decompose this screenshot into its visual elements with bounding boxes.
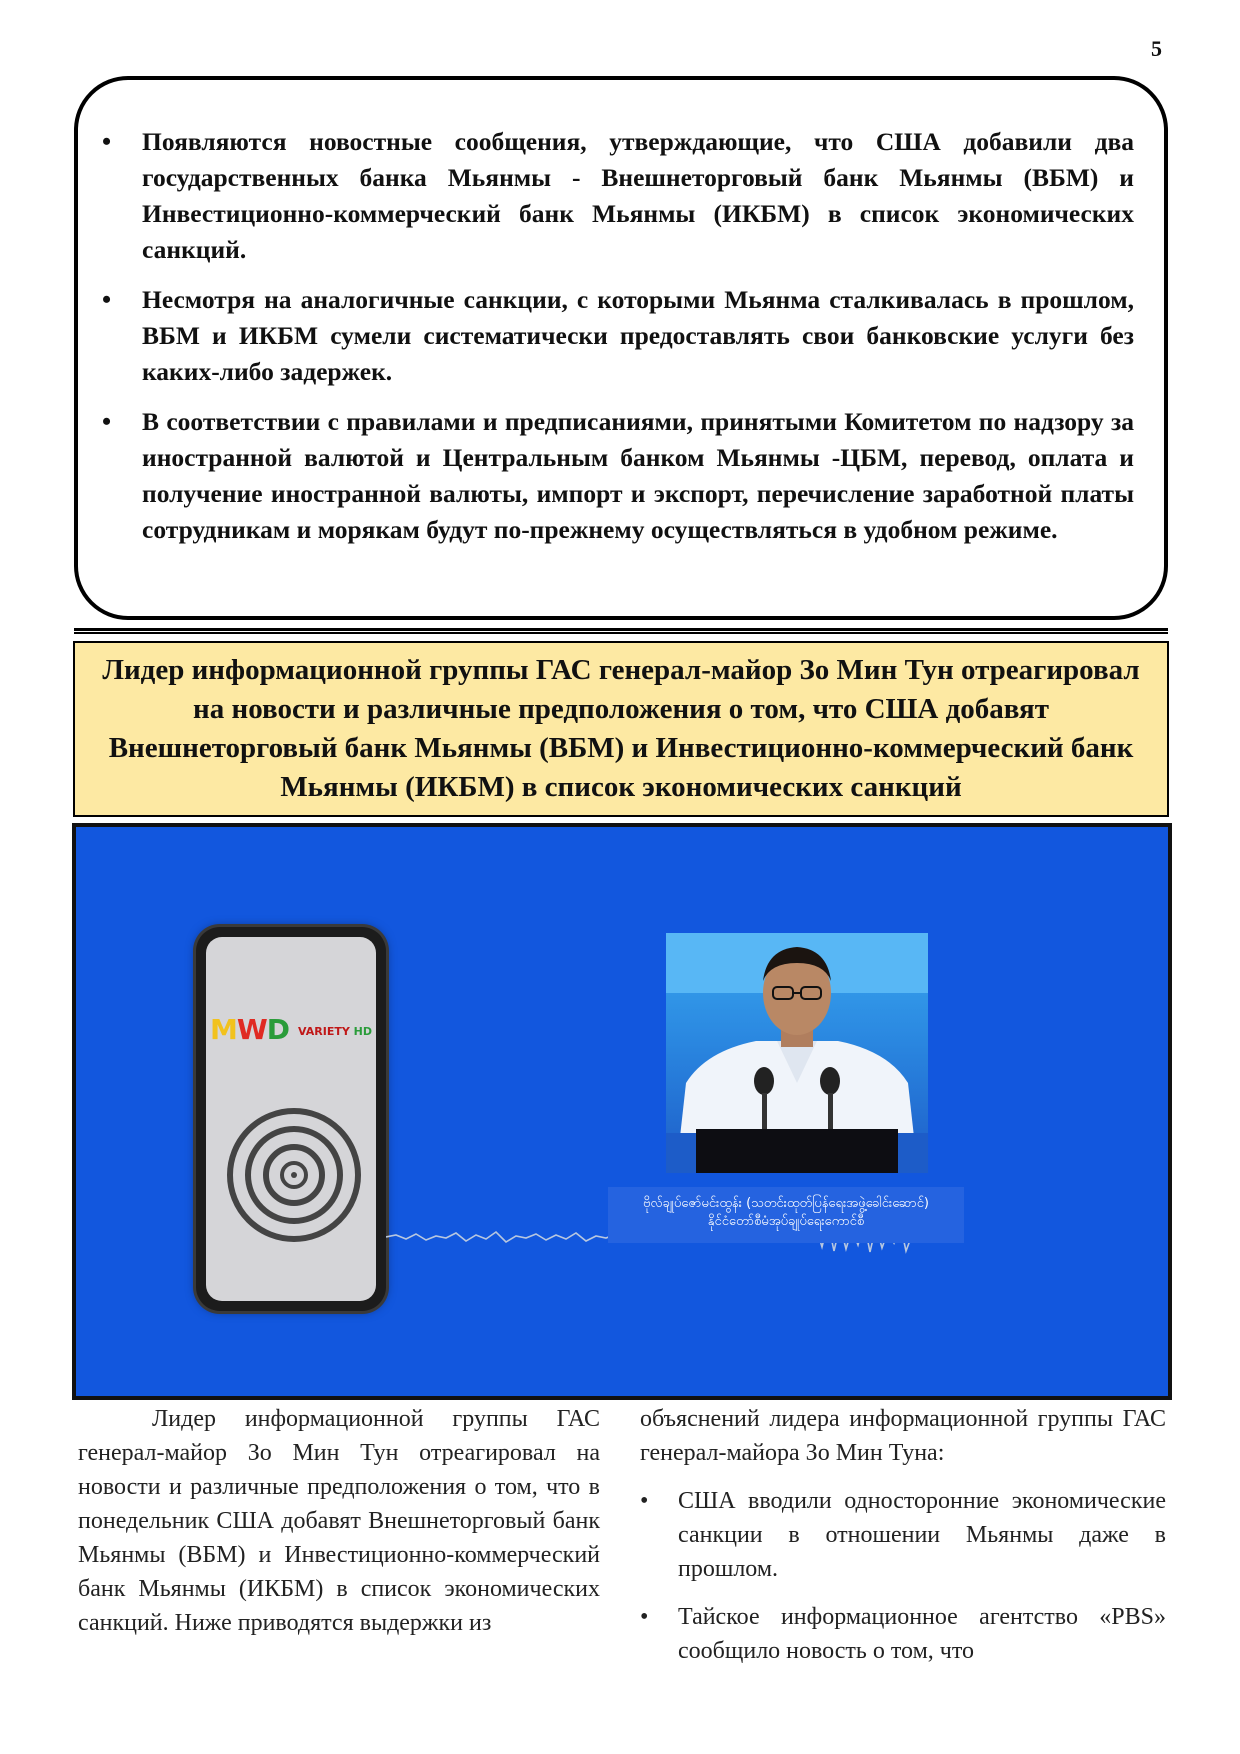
- logo-variety-text: [298, 1025, 372, 1038]
- summary-box: [74, 76, 1168, 620]
- article-right-intro: объяснений лидера информационной группы ГАС генерал-майора Зо Мин Туна:: [640, 1406, 1166, 1466]
- article-left-paragraph: Лидер информационной группы ГАС генерал-майор Зо Мин Тун отреагировал на новости и различные предположения о том, что в понедельник США добавят Внешнеторговый банк Мьянмы (ВБМ) и Инвестиционно-коммерческий банк Мьянмы (ИКБМ) в список экономических санкций. Ниже приводятся выдержки из: [78, 1406, 600, 1636]
- media-panel: [72, 823, 1172, 1400]
- headline-box: [73, 641, 1169, 817]
- speaker-photo: [666, 933, 928, 1173]
- section-divider: [74, 628, 1168, 634]
- logo-letter-w: W: [236, 1013, 267, 1046]
- headline: Лидер информационной группы ГАС генерал-майор Зо Мин Тун отреагировал на новости и различные предположения о том, что США добавят Внешнеторговый банк Мьянмы (ВБМ) и Инвестиционно-коммерческий банк Мьянмы (ИКБМ) в список экономических санкций: [102, 654, 1140, 803]
- summary-bullet-list: [142, 124, 1134, 548]
- article-bullet-1: • США вводили односторонние экономические санкции в отношении Мьянмы даже в прошлом.: [640, 1484, 1166, 1586]
- article-bullet-list: [640, 1484, 1166, 1668]
- page-number: 5: [1151, 36, 1162, 61]
- summary-bullet-1: • Появляются новостные сообщения, утверждающие, что США добавили два государственных банка Мьянмы - Внешнеторговый банк Мьянмы (ВБМ) и Инвестиционно-коммерческий банк Мьянмы (ИКБМ) в список экономических санкций.: [142, 124, 1134, 268]
- speaker-caption-line1: ဗိုလ်ချုပ်ဇော်မင်းထွန်း (သတင်းထုတ်ပြန်ရေးအဖွဲ့ခေါင်းဆောင်): [643, 1196, 929, 1211]
- speaker-caption: [608, 1187, 964, 1243]
- logo-hd-word: HD: [353, 1025, 373, 1038]
- speaker-illustration: [666, 933, 928, 1173]
- logo-letter-m: M: [210, 1013, 237, 1046]
- mwd-logo: [210, 1013, 289, 1046]
- article-left-column: [78, 1402, 600, 1640]
- summary-bullet-3: • В соответствии с правилами и предписаниями, принятыми Комитетом по надзору за иностранной валютой и Центральным банком Мьянмы -ЦБМ, перевод, оплата и получение иностранной валюты, импорт и экспорт, перечисление заработной платы сотрудникам и морякам будут по-прежнему осуществляться в удобном режиме.: [142, 404, 1134, 548]
- article-body: [78, 1402, 1166, 1702]
- phone-icon: [196, 927, 386, 1311]
- target-rings-icon: [224, 1105, 364, 1245]
- article-right-column: [640, 1402, 1166, 1682]
- logo-letter-d: D: [266, 1013, 290, 1046]
- phone-screen: [206, 937, 376, 1301]
- speaker-caption-line2: နိုင်ငံတော်စီမံအုပ်ချုပ်ရေးကောင်စီ: [707, 1214, 865, 1229]
- article-bullet-2: • Тайское информационное агентство «PBS» сообщило новость о том, что: [640, 1600, 1166, 1668]
- logo-variety-word: VARIETY: [298, 1025, 350, 1038]
- summary-bullet-2: • Несмотря на аналогичные санкции, с которыми Мьянма сталкивалась в прошлом, ВБМ и ИКБМ сумели систематически предоставлять свои банковские услуги без каких-либо задержек.: [142, 282, 1134, 390]
